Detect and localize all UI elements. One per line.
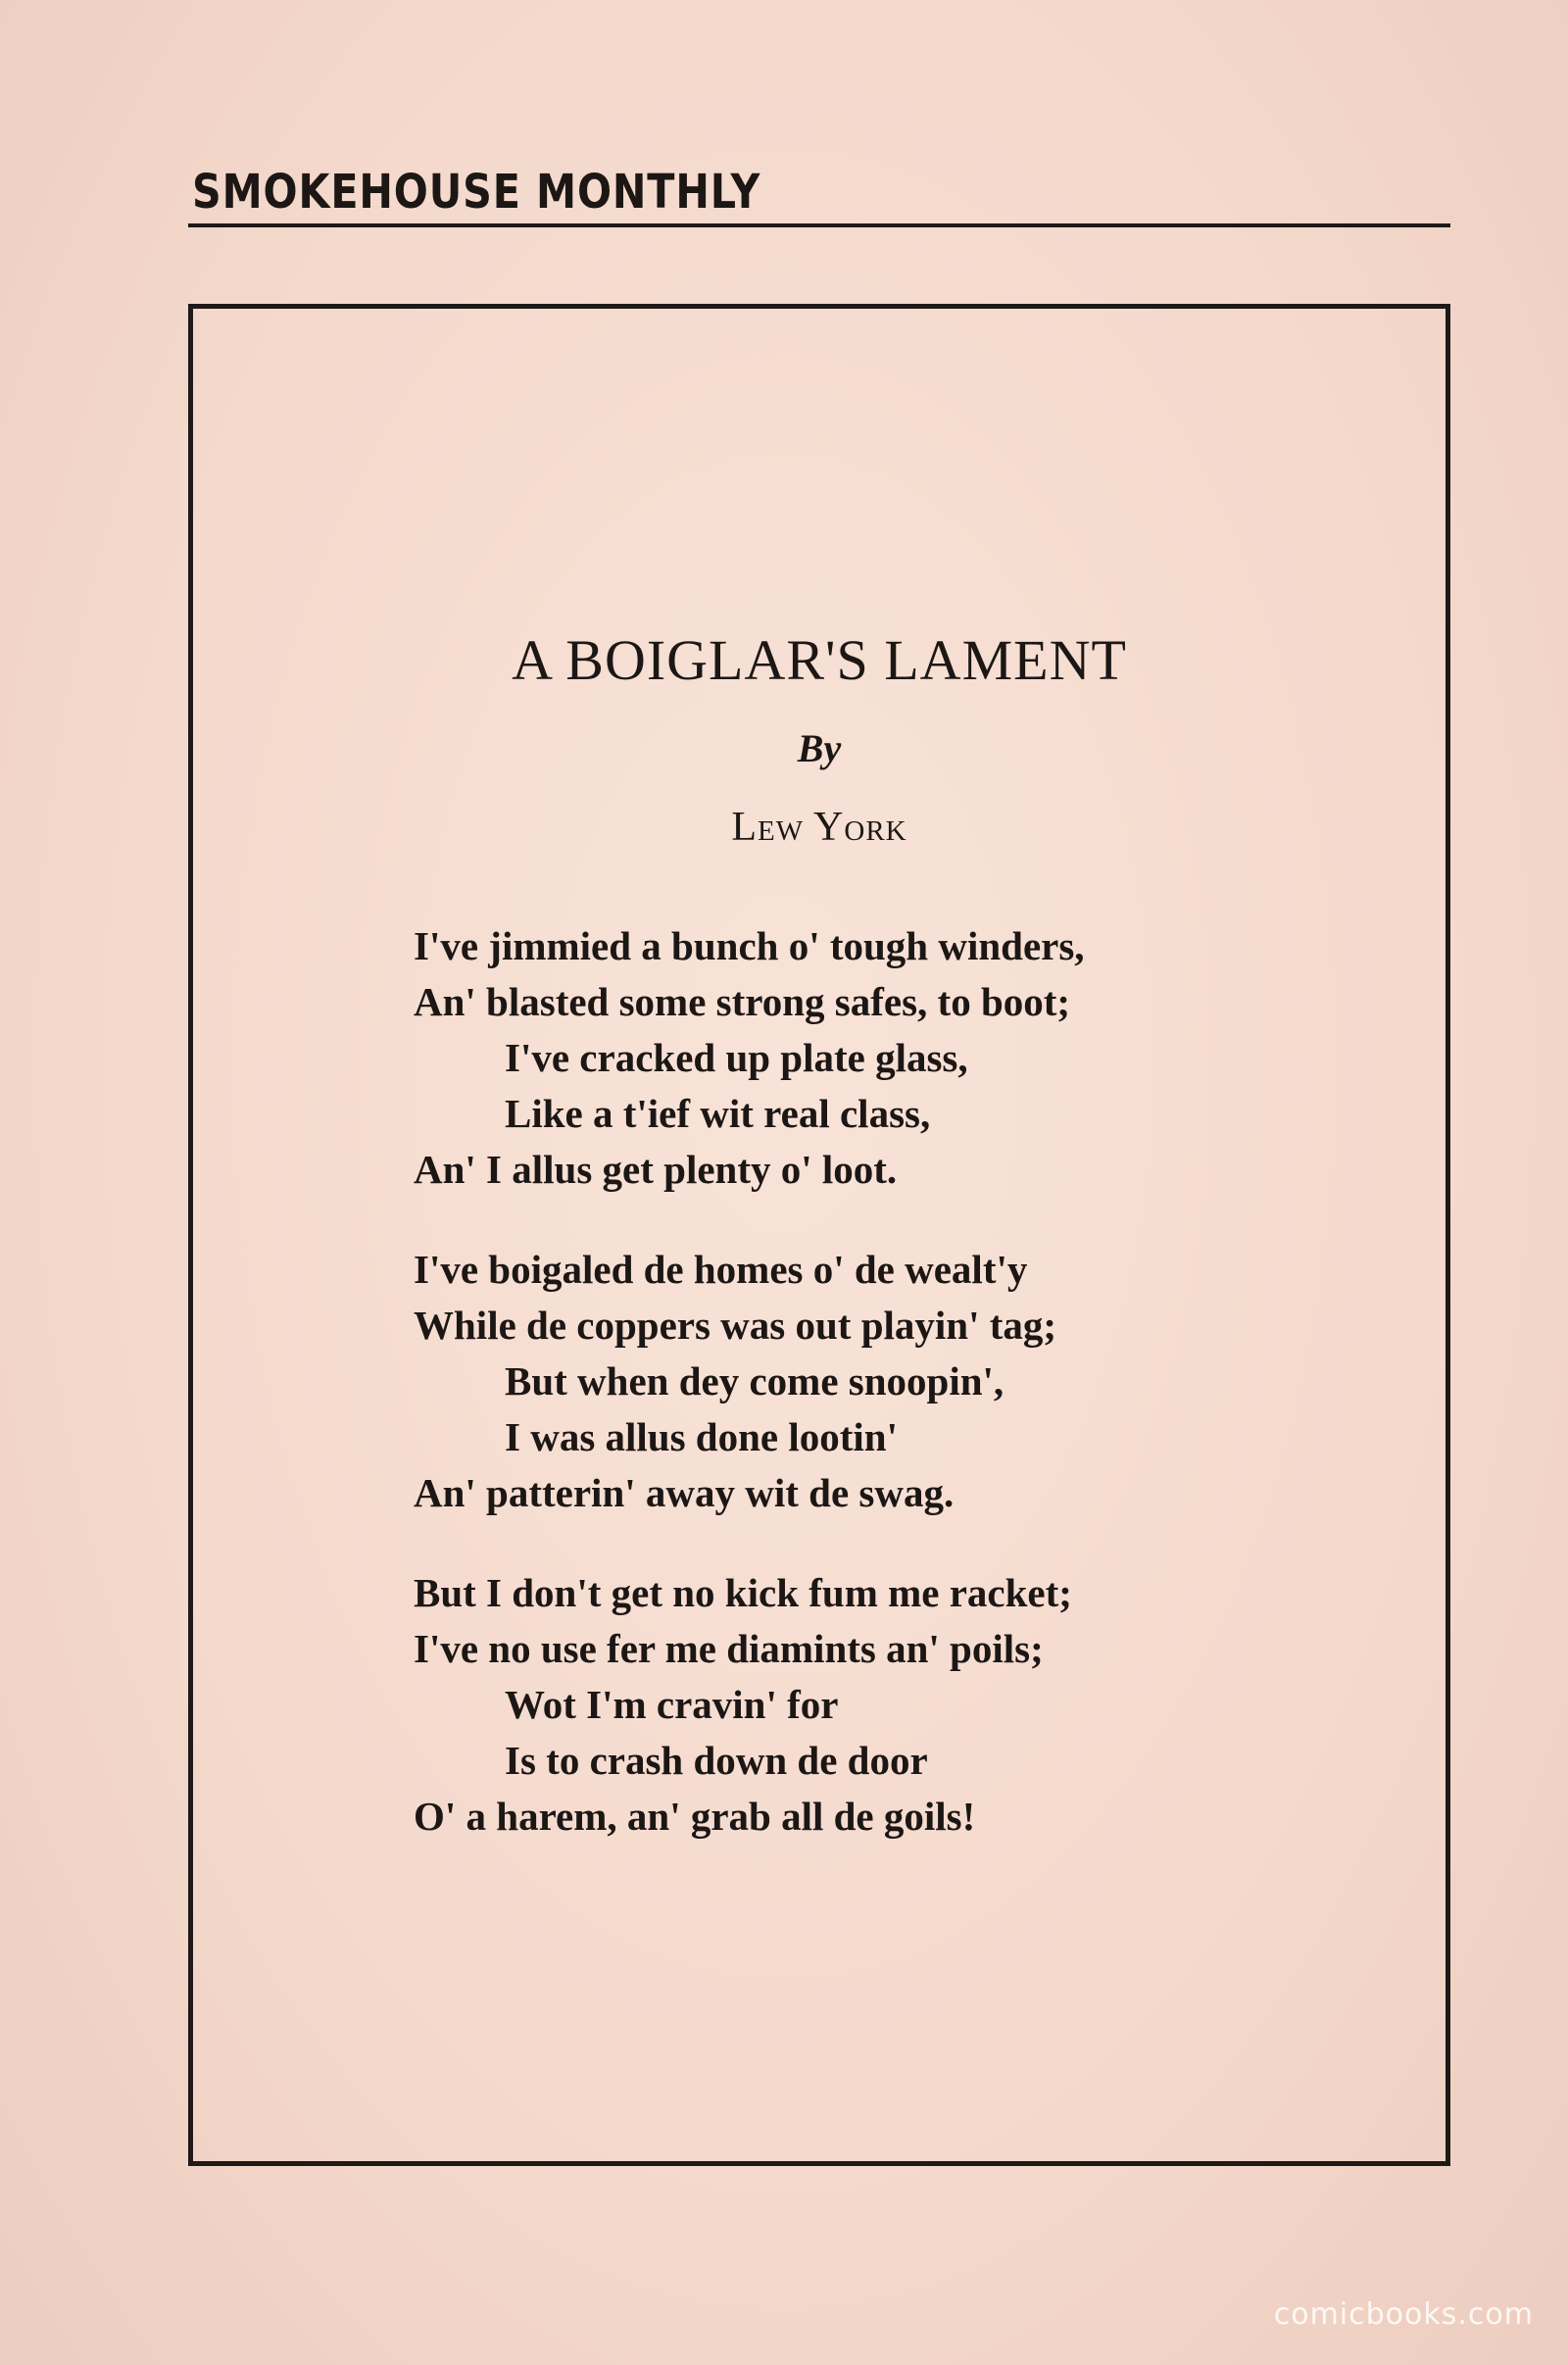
watermark: comicbooks.com [1273, 2297, 1534, 2332]
stanza-3 [414, 1565, 1433, 1845]
poem-line: While de coppers was out playin' tag; [414, 1303, 1057, 1348]
byline-by: By [797, 726, 842, 770]
poem-title: A BOIGLAR'S LAMENT [512, 628, 1127, 692]
poem-line: But I don't get no kick fum me racket; [414, 1570, 1072, 1615]
poem-line: I've boigaled de homes o' de wealt'y [414, 1247, 1028, 1292]
masthead [188, 147, 1450, 227]
poem-line: I've jimmied a bunch o' tough winders, [414, 923, 1085, 968]
poem-frame [188, 304, 1450, 2166]
poem-line: An' I allus get plenty o' loot. [414, 1147, 898, 1192]
poem-line: O' a harem, an' grab all de goils! [414, 1794, 976, 1839]
poem-body [414, 918, 1433, 1889]
poem-author: Lew York [731, 805, 907, 850]
poem-line: But when dey come snoopin', [505, 1358, 1004, 1404]
poem-line: An' blasted some strong safes, to boot; [414, 979, 1071, 1024]
poem-line: Like a t'ief wit real class, [505, 1091, 931, 1136]
poem-line: Wot I'm cravin' for [505, 1682, 839, 1727]
poem-line: An' patterin' away wit de swag. [414, 1470, 955, 1515]
poem-line: I was allus done lootin' [505, 1414, 898, 1459]
poem-line: I've cracked up plate glass, [505, 1035, 968, 1080]
stanza-2 [414, 1242, 1433, 1521]
poem-line: I've no use fer me diamints an' poils; [414, 1626, 1044, 1671]
stanza-1 [414, 918, 1433, 1198]
masthead-title: SMOKEHOUSE MONTHLY [192, 165, 761, 220]
poem-line: Is to crash down de door [505, 1738, 928, 1783]
